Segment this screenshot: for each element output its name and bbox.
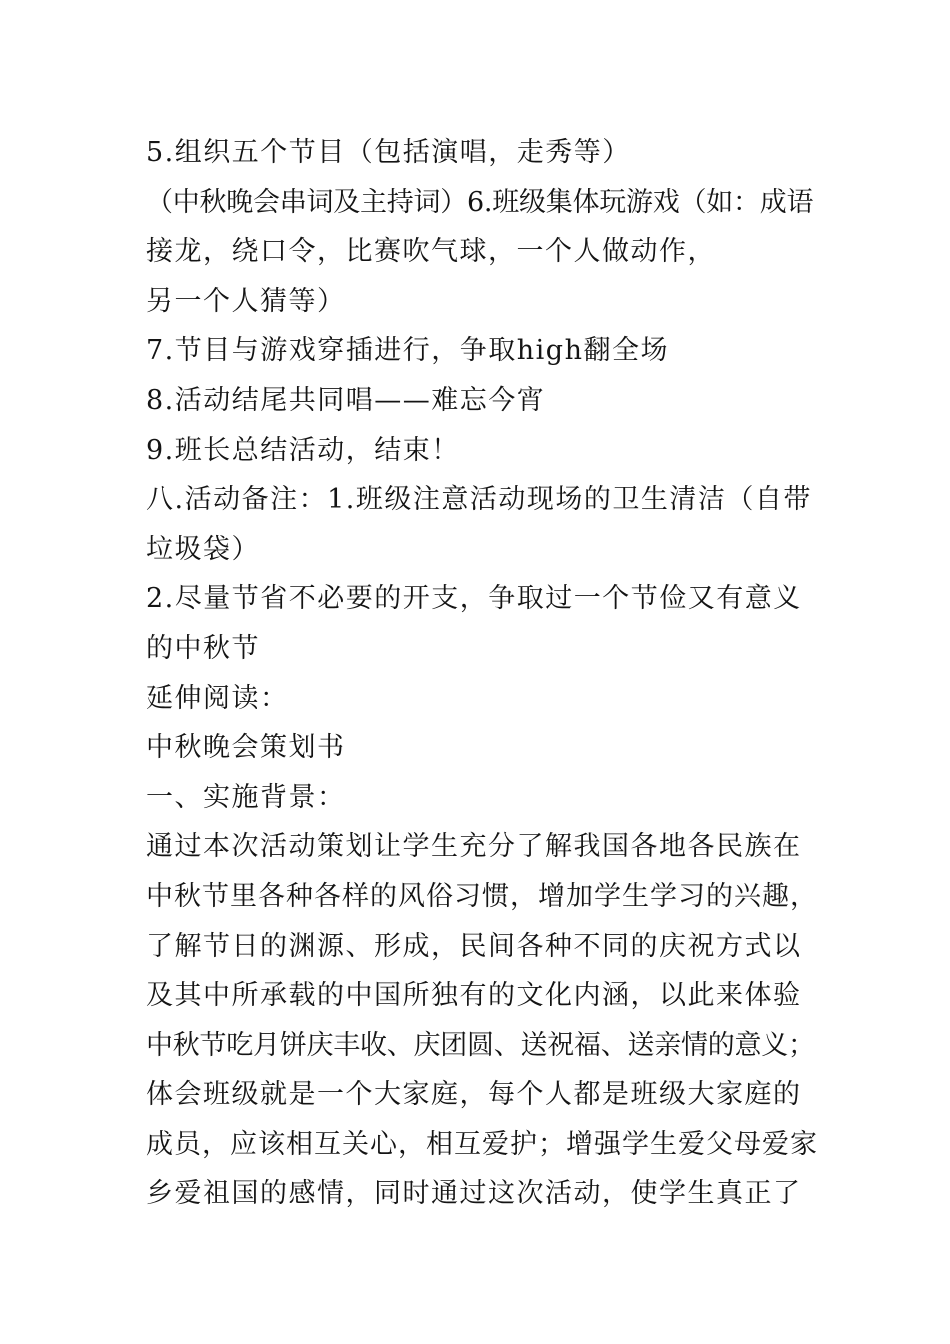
text-line: 接龙，绕口令，比赛吹气球，一个人做动作，	[146, 236, 716, 268]
text-line: 9.班长总结活动，结束！	[146, 434, 460, 466]
text-line: 了解节日的渊源、形成，民间各种不同的庆祝方式以	[146, 930, 802, 962]
text-line: 8.活动结尾共同唱——难忘今宵	[146, 384, 546, 416]
text-line: 通过本次活动策划让学生充分了解我国各地各民族在	[146, 831, 802, 863]
text-line: 2.尽量节省不必要的开支，争取过一个节俭又有意义	[146, 583, 802, 615]
section-heading: 一、实施背景：	[146, 781, 346, 813]
text-line: 成员，应该相互关心，相互爱护；增强学生爱父母爱家	[146, 1128, 818, 1160]
text-line: 5.组织五个节目（包括演唱，走秀等）	[146, 137, 631, 168]
text-line: （中秋晚会串词及主持词）6.班级集体玩游戏（如：成语	[146, 186, 814, 218]
text-line: 及其中所承载的中国所独有的文化内涵，以此来体验	[146, 980, 802, 1012]
text-line: 中秋节吃月饼庆丰收、庆团圆、送祝福、送亲情的意义；	[146, 1029, 815, 1061]
document-body	[146, 128, 816, 1219]
text-line: 八.活动备注：1.班级注意活动现场的卫生清洁（自带	[146, 484, 812, 516]
text-line: 中秋节里各种各样的风俗习惯，增加学生学习的兴趣，	[146, 880, 818, 912]
text-line: 乡爱祖国的感情，同时通过这次活动，使学生真正了	[146, 1178, 802, 1210]
document-subtitle: 中秋晚会策划书	[146, 732, 346, 764]
text-line: 另一个人猜等）	[146, 285, 346, 317]
text-line: 体会班级就是一个大家庭，每个人都是班级大家庭的	[146, 1079, 802, 1111]
section-heading: 延伸阅读：	[146, 682, 289, 714]
text-line: 的中秋节	[146, 632, 260, 664]
text-line: 7.节目与游戏穿插进行，争取high翻全场	[146, 335, 669, 367]
text-line: 垃圾袋）	[146, 533, 260, 565]
